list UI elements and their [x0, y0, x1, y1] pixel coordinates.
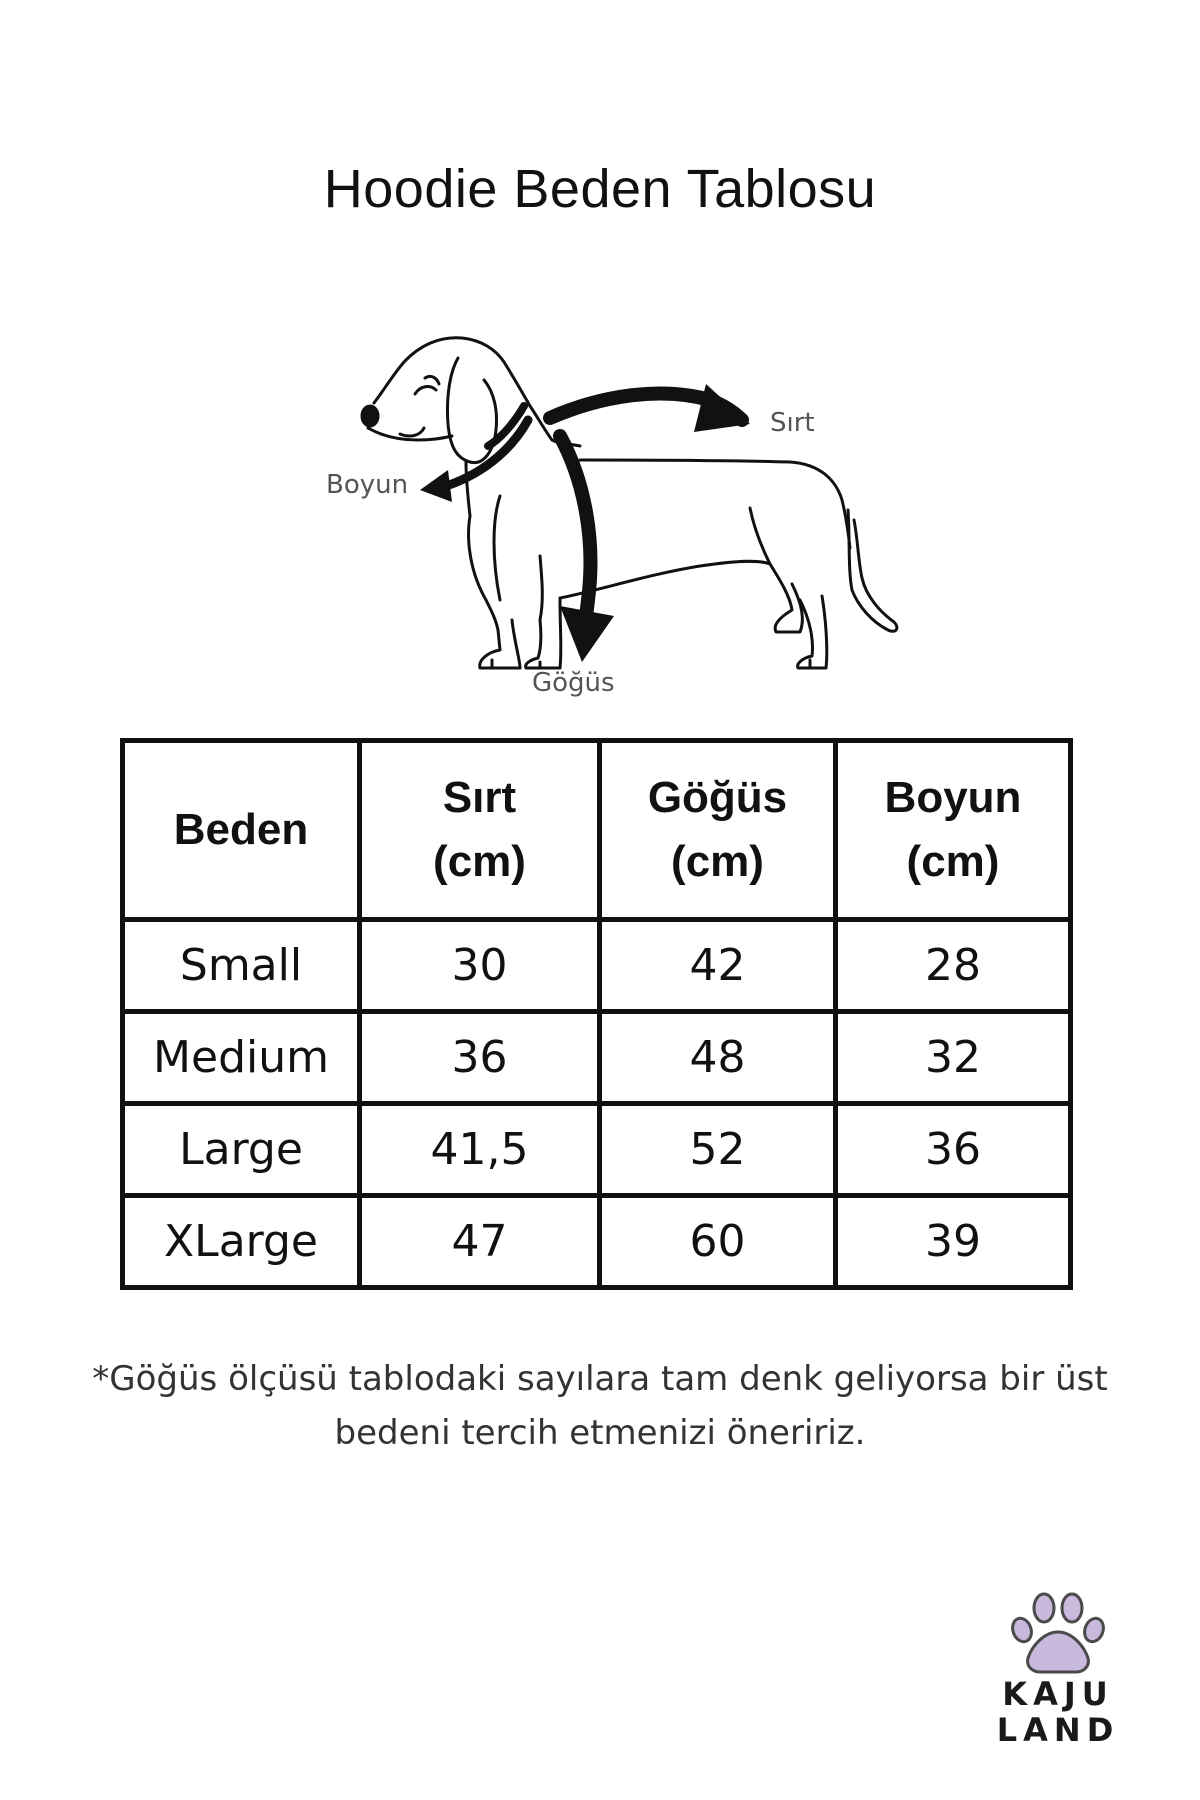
header-unit: (cm): [906, 837, 1000, 886]
header-label: Göğüs: [647, 773, 788, 822]
neck-arrow-icon: [420, 420, 528, 502]
cell-gogus: 60: [600, 1196, 836, 1288]
cell-sirt: 36: [360, 1012, 600, 1104]
header-gogus: [600, 741, 836, 920]
header-unit: (cm): [671, 837, 764, 886]
header-label: Sırt: [442, 773, 517, 822]
cell-gogus: 48: [600, 1012, 836, 1104]
cell-sirt: 41,5: [360, 1104, 600, 1196]
back-length-arrow-icon: [550, 384, 750, 432]
footnote-line-2: bedeni tercih etmenizi öneririz.: [334, 1413, 866, 1453]
dog-illustration: [0, 0, 1200, 720]
footnote: [60, 1352, 1140, 1460]
table-header-row: [123, 741, 1071, 920]
table-row: [123, 1196, 1071, 1288]
header-sirt: [360, 741, 600, 920]
cell-boyun: 36: [836, 1104, 1071, 1196]
table-row: [123, 920, 1071, 1012]
cell-size: Large: [123, 1104, 360, 1196]
cell-boyun: 39: [836, 1196, 1071, 1288]
header-label: Boyun: [884, 773, 1022, 822]
chest-arrow-icon: [560, 436, 614, 662]
label-boyun: Boyun: [326, 470, 409, 500]
cell-sirt: 47: [360, 1196, 600, 1288]
footnote-line-1: *Göğüs ölçüsü tablodaki sayılara tam denk geliyorsa bir üst: [92, 1359, 1108, 1399]
header-label: Beden: [173, 805, 309, 854]
cell-boyun: 32: [836, 1012, 1071, 1104]
measurement-diagram: [0, 0, 1200, 720]
label-sirt: Sırt: [770, 408, 815, 438]
header-unit: (cm): [433, 837, 526, 886]
table-row: [123, 1012, 1071, 1104]
page-title: Hoodie Beden Tablosu: [323, 159, 877, 219]
cell-gogus: 52: [600, 1104, 836, 1196]
cell-size: Small: [123, 920, 360, 1012]
cell-gogus: 42: [600, 920, 836, 1012]
cell-size: Medium: [123, 1012, 360, 1104]
logo-text-land: LAND: [996, 1711, 1120, 1749]
brand-logo: [996, 1588, 1120, 1758]
table-row: [123, 1104, 1071, 1196]
header-beden: [123, 741, 360, 920]
size-table: [120, 738, 1073, 1290]
label-gogus: Göğüs: [532, 668, 615, 698]
logo-text-kaju: KAJU: [1002, 1675, 1114, 1713]
cell-boyun: 28: [836, 920, 1071, 1012]
header-boyun: [836, 741, 1071, 920]
paw-icon: [1008, 1588, 1108, 1674]
cell-sirt: 30: [360, 920, 600, 1012]
cell-size: XLarge: [123, 1196, 360, 1288]
